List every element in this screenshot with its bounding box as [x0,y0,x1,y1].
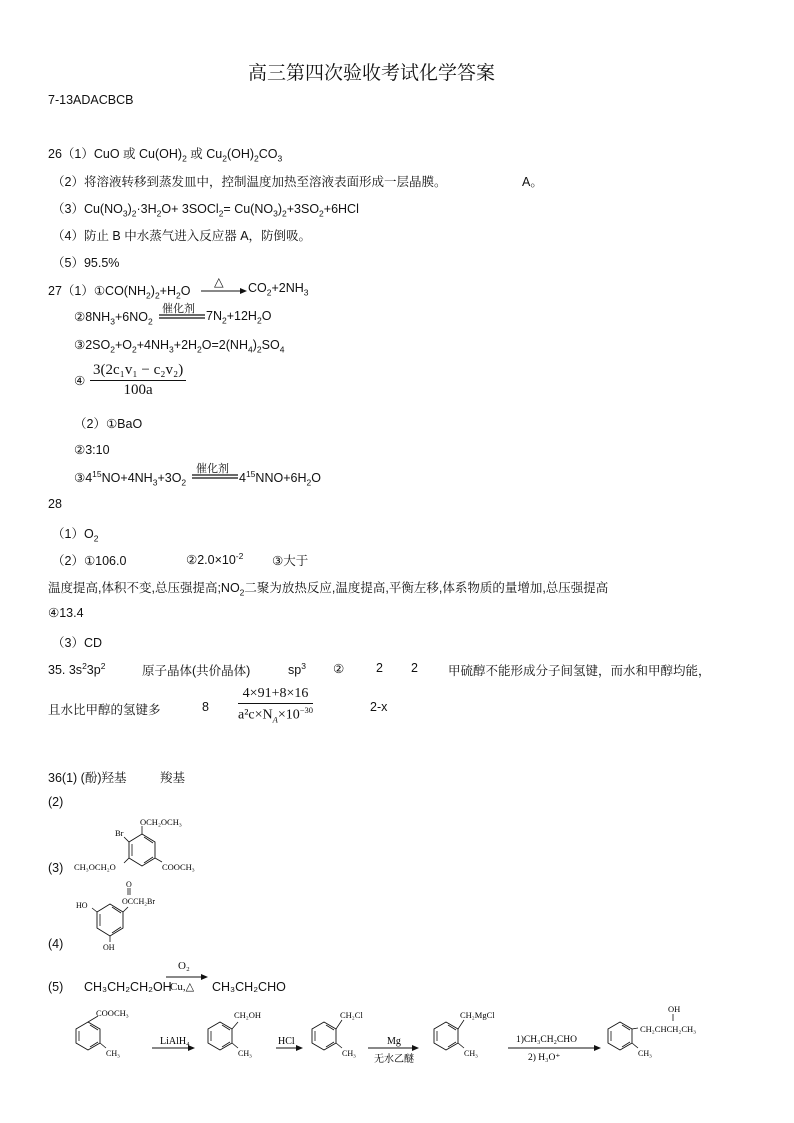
q27-line7: $③4^{15}NO+4NH_3+3O_2$ [74,469,187,488]
r5-reagent-bottom: Cu,△ [170,981,195,993]
seq-oh: OH [668,1004,681,1014]
seq-reagent3-bottom: 无水乙醚 [374,1054,414,1065]
s2-top: OCH₂OCH₃ [140,817,182,827]
r5-reactant: CH₃CH₂CH₂OH [84,980,172,994]
seq-me4: CH₃ [464,1049,478,1058]
q27-line3: $③2SO_2+O_2+4NH_3+2H_2O=2(NH_4)_2SO_4$ [74,338,285,355]
s3-carbonyl-o: O [126,880,132,889]
r5-reagent-top: O₂ [178,960,190,972]
structure-2 [72,812,202,878]
q35-line1b: 原子晶体(共价晶体) [142,664,251,678]
q36-label5: (5) [48,980,64,994]
q27-item4-mark: ④ [74,374,86,388]
q26-line4: （4）防止 B 中水蒸气进入反应器 A，防倒吸。 [52,229,312,243]
q27-line1: $27(1)①CO(NH_2)_2+H_2O$ [48,284,191,301]
q28-line1: $(1)O_2$ [52,527,99,544]
q27-line1-product: $CO_2+2NH_3$ [248,281,309,298]
seq-reagent1: LiAlH₄ [160,1036,190,1047]
q26-line2-answer: A。 [522,175,543,189]
s2-right: COOCH₃ [162,862,195,872]
q27-line7-product: $4^{15}NNO+6H_2O$ [239,469,321,488]
q26-line5: （5）95.5% [52,256,120,270]
seq-reagent3-top: Mg [387,1036,401,1047]
q35-line1f: 2 [411,661,418,675]
q35-line1d: ② [333,662,345,676]
q27-line2-product: $7N_2+12H_2O$ [206,309,272,326]
seq-reagent2: HCl [278,1036,295,1047]
seq-sub2: CH₂OH [234,1010,262,1020]
q36-line1b: 羧基 [160,771,186,785]
seq-me1: CH₃ [106,1049,120,1058]
heat-symbol: △ [214,275,224,289]
seq-sub3: CH₂Cl [340,1010,363,1020]
seq-me2: CH₃ [238,1049,252,1058]
q28-line2a: （2）①106.0 [52,554,127,568]
seq-sub1: COOCH₃ [96,1008,129,1018]
q35-line1a: 35. $3s^23p^2$ [48,661,106,678]
equilibrium-sign [159,314,205,321]
seq-reagent4-top: 1)CH₃CH₂CHO [516,1035,577,1045]
seq-me5: CH₃ [638,1049,652,1058]
q36-label4: (4) [48,937,64,951]
q28-line3: 温度提高,体积不变,总压强提高$;NO_2$二聚为放热反应,温度提高,平衡左移,体系物质的量增加,总压强提高 [48,581,609,598]
q28-line5: （3）CD [52,636,103,650]
synthesis-sequence [62,1002,752,1068]
seq-sub5: CH₂CHCH₂CH₃ [640,1024,697,1034]
q7-13-answers: 7-13ADACBCB [48,93,134,107]
q35-line2b: 8 [202,700,209,714]
q35-density-fraction: $\frac{4\times 91+8\times 16}{a^2c\times N_A\times 10^{-30}}$ [238,686,314,725]
q35-line1c: $sp^3$ [288,661,306,678]
q26-line2: （2）将溶液转移到蒸发皿中，控制温度加热至溶液表面形成一层晶膜。 [52,175,447,189]
q35-line2c: 2-x [370,700,388,714]
q28-heading: 28 [48,497,62,511]
s2-br: Br [115,828,124,838]
s3-substituent: OCCH₂Br [122,897,156,906]
q35-line1e: 2 [376,661,383,675]
q35-line1g: 甲硫醇不能形成分子间氢键，而水和甲醇均能， [448,664,711,678]
catalyst-label-2: 催化剂 [196,463,229,475]
catalyst-label: 催化剂 [162,303,195,315]
q27-line5: （2）①BaO [74,417,143,431]
q36-label2: (2) [48,795,64,809]
structure-3 [72,880,182,950]
q26-line3: $(3)Cu(NO_3)_2\cdot 3H_2O+$ 3SOCl$_2$= $Cu(NO_3)_2+3SO_2+6HCl$ [52,202,359,219]
q27-fraction: $\frac{\text{3(2c₁v₁ − c₂v₂)}}{100a}$ [90,362,186,399]
q26-line1: 26（1）CuO 或 $Cu(OH)_2$ 或 $Cu_2(OH)_2CO_3$ [48,147,283,164]
page-title: 高三第四次验收考试化学答案 [248,62,496,84]
q36-line1: 36(1) (酚)羟基 [48,771,127,785]
equilibrium-sign-2 [192,474,238,481]
q36-label3: (3) [48,861,64,875]
s3-ho: HO [76,901,88,910]
s3-oh: OH [103,943,115,950]
q27-line2: $②8NH_3+6NO_2$ [74,310,153,327]
q28-line4: ④13.4 [48,606,84,620]
q35-line2a: 且水比甲醇的氢键多 [48,703,161,717]
q28-line2b: $②2.0\times 10^{-2}$ [186,551,244,568]
s2-left: CH₃OCH₂O [74,862,116,872]
r5-product: CH₃CH₂CHO [212,980,286,994]
seq-sub4: CH₂MgCl [460,1010,495,1020]
q28-line2c: ③大于 [272,554,309,568]
seq-me3: CH₃ [342,1049,356,1058]
reaction-arrow [200,287,248,295]
q27-line6: ②3:10 [74,443,110,457]
seq-reagent4-bottom: 2) H₃O⁺ [528,1053,561,1063]
